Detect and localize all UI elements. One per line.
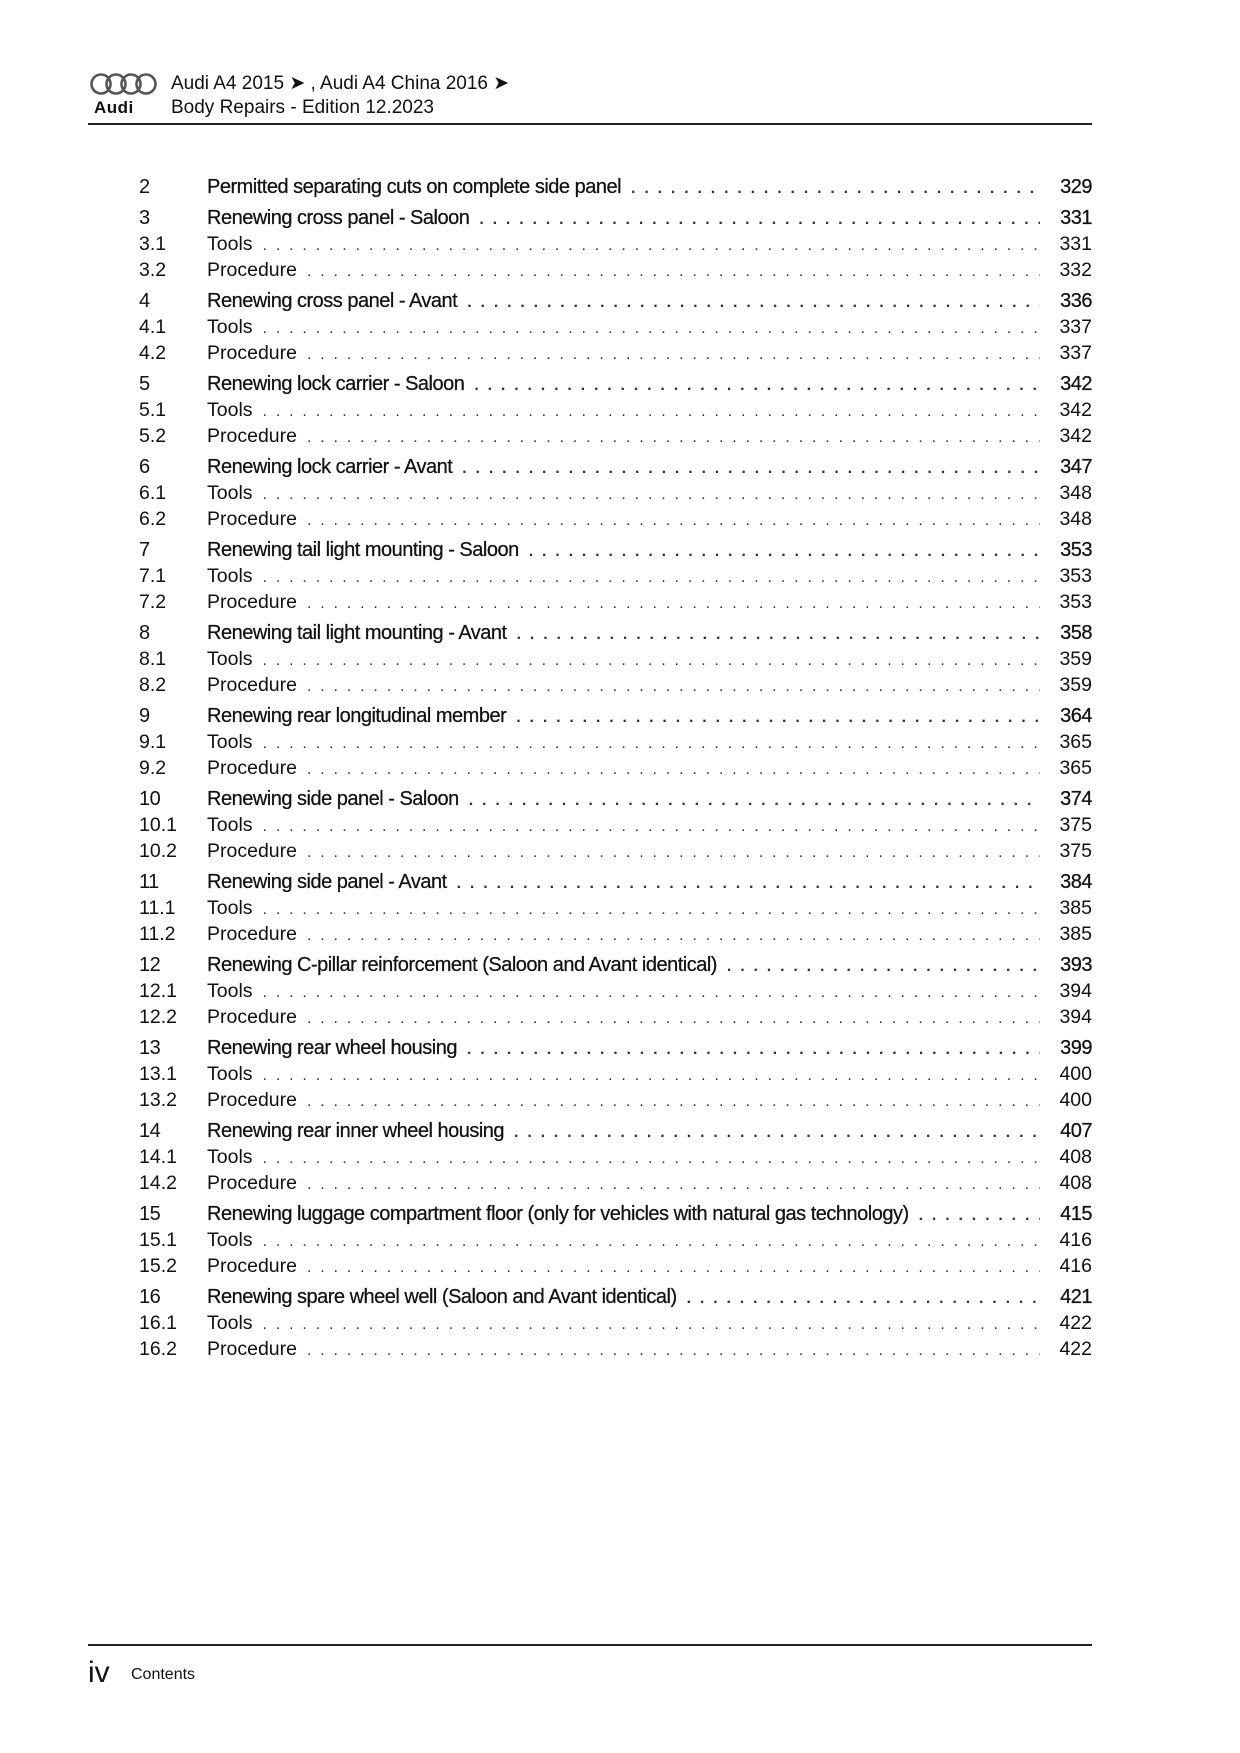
toc-entry-title: Procedure bbox=[207, 923, 297, 945]
toc-subsection-entry[interactable] bbox=[139, 674, 1092, 700]
dot-leader bbox=[307, 1093, 1040, 1111]
dot-leader bbox=[457, 875, 1040, 893]
toc-entry-page: 337 bbox=[1059, 342, 1092, 364]
dot-leader bbox=[263, 569, 1040, 587]
dot-leader bbox=[307, 927, 1040, 945]
toc-subsection-entry[interactable] bbox=[139, 259, 1092, 285]
dot-leader bbox=[631, 180, 1040, 198]
toc-entry-number: 6.2 bbox=[139, 508, 167, 530]
toc-entry-number: 15 bbox=[139, 1203, 161, 1225]
toc-entry-title: Renewing side panel - Avant bbox=[207, 871, 447, 893]
toc-chapter-entry[interactable] bbox=[139, 1037, 1092, 1063]
toc-entry-title: Renewing rear wheel housing bbox=[207, 1037, 457, 1059]
toc-chapter-entry[interactable] bbox=[139, 871, 1092, 897]
toc-entry-page: 348 bbox=[1059, 482, 1092, 504]
toc-entry-title: Procedure bbox=[207, 259, 297, 281]
toc-subsection-entry[interactable] bbox=[139, 565, 1092, 591]
toc-subsection-entry[interactable] bbox=[139, 1172, 1092, 1198]
toc-entry-page: 342 bbox=[1060, 373, 1092, 395]
toc-entry-title: Permitted separating cuts on complete side panel bbox=[207, 176, 622, 198]
toc-subsection-entry[interactable] bbox=[139, 316, 1092, 342]
toc-subsection-entry[interactable] bbox=[139, 923, 1092, 949]
toc-entry-page: 416 bbox=[1059, 1255, 1092, 1277]
toc-entry-number: 10.1 bbox=[139, 814, 177, 836]
toc-chapter-entry[interactable] bbox=[139, 290, 1092, 316]
toc-chapter-entry[interactable] bbox=[139, 539, 1092, 565]
toc-entry-title: Procedure bbox=[207, 1006, 297, 1028]
toc-entry-page: 399 bbox=[1060, 1037, 1092, 1059]
toc-entry-title: Procedure bbox=[207, 674, 297, 696]
toc-entry-title: Procedure bbox=[207, 757, 297, 779]
dot-leader bbox=[514, 1124, 1040, 1142]
dot-leader bbox=[467, 1041, 1040, 1059]
dot-leader bbox=[467, 294, 1040, 312]
toc-entry-page: 374 bbox=[1060, 788, 1092, 810]
toc-entry-number: 12.1 bbox=[139, 980, 177, 1002]
dot-leader bbox=[307, 1176, 1040, 1194]
dot-leader bbox=[727, 958, 1040, 976]
toc-entry-page: 329 bbox=[1060, 176, 1092, 198]
document-subtitle: Body Repairs - Edition 12.2023 bbox=[171, 97, 434, 118]
toc-subsection-entry[interactable] bbox=[139, 648, 1092, 674]
toc-entry-title: Procedure bbox=[207, 1172, 297, 1194]
toc-entry-number: 5.2 bbox=[139, 425, 167, 447]
toc-subsection-entry[interactable] bbox=[139, 425, 1092, 451]
toc-entry-number: 5 bbox=[139, 373, 150, 395]
toc-entry-title: Tools bbox=[207, 814, 253, 836]
toc-entry-title: Renewing tail light mounting - Saloon bbox=[207, 539, 519, 561]
dot-leader bbox=[263, 403, 1040, 421]
toc-entry-number: 6.1 bbox=[139, 482, 167, 504]
dot-leader bbox=[307, 1259, 1040, 1277]
dot-leader bbox=[307, 678, 1040, 696]
toc-entry-title: Procedure bbox=[207, 508, 297, 530]
toc-entry-page: 365 bbox=[1059, 731, 1092, 753]
dot-leader bbox=[263, 1067, 1040, 1085]
toc-entry-page: 393 bbox=[1060, 954, 1092, 976]
toc-subsection-entry[interactable] bbox=[139, 399, 1092, 425]
dot-leader bbox=[307, 1342, 1040, 1360]
toc-entry-page: 422 bbox=[1059, 1338, 1092, 1360]
dot-leader bbox=[263, 984, 1040, 1002]
toc-entry-number: 15.2 bbox=[139, 1255, 177, 1277]
toc-entry-number: 7.1 bbox=[139, 565, 167, 587]
dot-leader bbox=[263, 1233, 1040, 1251]
page-header bbox=[88, 66, 1092, 124]
dot-leader bbox=[307, 429, 1040, 447]
toc-entry-page: 365 bbox=[1059, 757, 1092, 779]
toc-entry-number: 9.2 bbox=[139, 757, 167, 779]
toc-subsection-entry[interactable] bbox=[139, 731, 1092, 757]
toc-subsection-entry[interactable] bbox=[139, 482, 1092, 508]
toc-entry-title: Tools bbox=[207, 399, 253, 421]
toc-entry-page: 336 bbox=[1060, 290, 1092, 312]
toc-entry-title: Procedure bbox=[207, 425, 297, 447]
toc-entry-number: 3 bbox=[139, 207, 150, 229]
toc-entry-number: 10 bbox=[139, 788, 161, 810]
toc-entry-page: 359 bbox=[1059, 648, 1092, 670]
toc-subsection-entry[interactable] bbox=[139, 1229, 1092, 1255]
toc-entry-page: 331 bbox=[1059, 233, 1092, 255]
dot-leader bbox=[263, 652, 1040, 670]
page-number: iv bbox=[88, 1656, 110, 1689]
toc-entry-number: 13.2 bbox=[139, 1089, 177, 1111]
dot-leader bbox=[479, 211, 1040, 229]
toc-entry-title: Renewing lock carrier - Saloon bbox=[207, 373, 465, 395]
toc-entry-page: 337 bbox=[1059, 316, 1092, 338]
toc-entry-page: 384 bbox=[1060, 871, 1092, 893]
toc-entry-title: Procedure bbox=[207, 1338, 297, 1360]
toc-entry-title: Tools bbox=[207, 980, 253, 1002]
toc-entry-page: 375 bbox=[1059, 814, 1092, 836]
toc-entry-number: 3.1 bbox=[139, 233, 167, 255]
toc-entry-page: 400 bbox=[1059, 1089, 1092, 1111]
dot-leader bbox=[263, 1150, 1040, 1168]
toc-subsection-entry[interactable] bbox=[139, 1312, 1092, 1338]
toc-entry-page: 331 bbox=[1060, 207, 1092, 229]
toc-subsection-entry[interactable] bbox=[139, 814, 1092, 840]
brand-wordmark: Audi bbox=[94, 98, 134, 117]
toc-entry-number: 14 bbox=[139, 1120, 161, 1142]
toc-chapter-entry[interactable] bbox=[139, 788, 1092, 814]
toc-entry-page: 415 bbox=[1060, 1203, 1092, 1225]
toc-entry-title: Renewing rear longitudinal member bbox=[207, 705, 507, 727]
toc-chapter-entry[interactable] bbox=[139, 207, 1092, 233]
toc-entry-title: Renewing C-pillar reinforcement (Saloon and Avant identical) bbox=[207, 954, 717, 976]
toc-entry-title: Procedure bbox=[207, 1255, 297, 1277]
dot-leader bbox=[263, 486, 1040, 504]
toc-entry-title: Tools bbox=[207, 1312, 253, 1334]
toc-entry-number: 5.1 bbox=[139, 399, 167, 421]
dot-leader bbox=[307, 346, 1040, 364]
toc-entry-page: 359 bbox=[1059, 674, 1092, 696]
toc-subsection-entry[interactable] bbox=[139, 1089, 1092, 1115]
toc-entry-number: 11.2 bbox=[139, 923, 176, 945]
dot-leader bbox=[263, 1316, 1040, 1334]
header-divider bbox=[88, 123, 1092, 125]
toc-entry-page: 408 bbox=[1059, 1172, 1092, 1194]
toc-entry-page: 353 bbox=[1059, 591, 1092, 613]
toc-entry-number: 16 bbox=[139, 1286, 161, 1308]
dot-leader bbox=[263, 901, 1040, 919]
toc-entry-title: Renewing lock carrier - Avant bbox=[207, 456, 453, 478]
toc-entry-number: 4.1 bbox=[139, 316, 167, 338]
toc-entry-title: Renewing spare wheel well (Saloon and Avant identical) bbox=[207, 1286, 677, 1308]
dot-leader bbox=[529, 543, 1040, 561]
toc-entry-page: 342 bbox=[1059, 399, 1092, 421]
toc-chapter-entry[interactable] bbox=[139, 1286, 1092, 1312]
toc-entry-title: Renewing cross panel - Saloon bbox=[207, 207, 470, 229]
toc-entry-title: Tools bbox=[207, 731, 253, 753]
toc-entry-title: Tools bbox=[207, 316, 253, 338]
toc-chapter-entry[interactable] bbox=[139, 176, 1092, 202]
toc-entry-title: Procedure bbox=[207, 591, 297, 613]
toc-entry-title: Renewing tail light mounting - Avant bbox=[207, 622, 507, 644]
toc-entry-number: 8.2 bbox=[139, 674, 167, 696]
toc-subsection-entry[interactable] bbox=[139, 342, 1092, 368]
audi-logo bbox=[88, 72, 160, 116]
toc-entry-title: Tools bbox=[207, 482, 253, 504]
dot-leader bbox=[263, 735, 1040, 753]
toc-entry-page: 353 bbox=[1060, 539, 1092, 561]
toc-entry-number: 7 bbox=[139, 539, 150, 561]
dot-leader bbox=[516, 709, 1040, 727]
footer-divider bbox=[88, 1644, 1092, 1646]
toc-entry-number: 11 bbox=[139, 871, 159, 893]
toc-subsection-entry[interactable] bbox=[139, 1146, 1092, 1172]
toc-entry-title: Renewing rear inner wheel housing bbox=[207, 1120, 505, 1142]
toc-entry-page: 364 bbox=[1060, 705, 1092, 727]
toc-entry-number: 9.1 bbox=[139, 731, 167, 753]
dot-leader bbox=[474, 377, 1040, 395]
toc-entry-page: 332 bbox=[1059, 259, 1092, 281]
document-vehicle-title: Audi A4 2015 ➤ , Audi A4 China 2016 ➤ bbox=[171, 73, 510, 94]
toc-entry-number: 14.2 bbox=[139, 1172, 177, 1194]
toc-entry-number: 16.1 bbox=[139, 1312, 177, 1334]
toc-entry-page: 416 bbox=[1059, 1229, 1092, 1251]
toc-entry-title: Renewing side panel - Saloon bbox=[207, 788, 459, 810]
dot-leader bbox=[263, 320, 1040, 338]
toc-chapter-entry[interactable] bbox=[139, 1120, 1092, 1146]
toc-entry-title: Procedure bbox=[207, 342, 297, 364]
toc-entry-title: Tools bbox=[207, 1146, 253, 1168]
dot-leader bbox=[687, 1290, 1040, 1308]
toc-chapter-entry[interactable] bbox=[139, 622, 1092, 648]
footer-section-label: Contents bbox=[131, 1666, 196, 1683]
toc-entry-page: 408 bbox=[1059, 1146, 1092, 1168]
toc-entry-number: 8.1 bbox=[139, 648, 167, 670]
toc-entry-page: 348 bbox=[1059, 508, 1092, 530]
toc-entry-title: Renewing luggage compartment floor (only for vehicles with natural gas technology) bbox=[207, 1203, 909, 1225]
toc-entry-number: 4 bbox=[139, 290, 150, 312]
dot-leader bbox=[263, 818, 1040, 836]
toc-entry-title: Tools bbox=[207, 233, 253, 255]
toc-entry-number: 10.2 bbox=[139, 840, 177, 862]
dot-leader bbox=[462, 460, 1040, 478]
toc-subsection-entry[interactable] bbox=[139, 1006, 1092, 1032]
dot-leader bbox=[307, 263, 1040, 281]
toc-entry-number: 14.1 bbox=[139, 1146, 177, 1168]
dot-leader bbox=[469, 792, 1040, 810]
toc-entry-number: 12.2 bbox=[139, 1006, 177, 1028]
toc-chapter-entry[interactable] bbox=[139, 373, 1092, 399]
toc-entry-title: Procedure bbox=[207, 840, 297, 862]
dot-leader bbox=[263, 237, 1040, 255]
toc-entry-page: 422 bbox=[1059, 1312, 1092, 1334]
toc-subsection-entry[interactable] bbox=[139, 840, 1092, 866]
toc-entry-number: 15.1 bbox=[139, 1229, 177, 1251]
toc-entry-title: Procedure bbox=[207, 1089, 297, 1111]
toc-entry-title: Tools bbox=[207, 648, 253, 670]
toc-entry-title: Tools bbox=[207, 1229, 253, 1251]
dot-leader bbox=[517, 626, 1040, 644]
toc-chapter-entry[interactable] bbox=[139, 1203, 1092, 1229]
toc-entry-page: 358 bbox=[1060, 622, 1092, 644]
dot-leader bbox=[307, 844, 1040, 862]
toc-entry-page: 353 bbox=[1059, 565, 1092, 587]
toc-entry-page: 407 bbox=[1060, 1120, 1092, 1142]
toc-entry-number: 3.2 bbox=[139, 259, 167, 281]
toc-subsection-entry[interactable] bbox=[139, 591, 1092, 617]
toc-subsection-entry[interactable] bbox=[139, 1255, 1092, 1281]
dot-leader bbox=[307, 595, 1040, 613]
toc-entry-number: 7.2 bbox=[139, 591, 167, 613]
toc-entry-title: Renewing cross panel - Avant bbox=[207, 290, 458, 312]
toc-subsection-entry[interactable] bbox=[139, 1063, 1092, 1089]
toc-entry-page: 421 bbox=[1060, 1286, 1092, 1308]
toc-entry-title: Tools bbox=[207, 1063, 253, 1085]
toc-subsection-entry[interactable] bbox=[139, 757, 1092, 783]
dot-leader bbox=[919, 1207, 1040, 1225]
toc-entry-page: 385 bbox=[1059, 923, 1092, 945]
toc-chapter-entry[interactable] bbox=[139, 954, 1092, 980]
toc-entry-page: 347 bbox=[1060, 456, 1092, 478]
table-of-contents bbox=[139, 176, 1092, 1364]
toc-subsection-entry[interactable] bbox=[139, 233, 1092, 259]
toc-entry-number: 2 bbox=[139, 176, 150, 198]
toc-entry-number: 6 bbox=[139, 456, 150, 478]
toc-entry-number: 13.1 bbox=[139, 1063, 177, 1085]
dot-leader bbox=[307, 761, 1040, 779]
toc-subsection-entry[interactable] bbox=[139, 508, 1092, 534]
toc-entry-number: 11.1 bbox=[139, 897, 176, 919]
toc-subsection-entry[interactable] bbox=[139, 897, 1092, 923]
toc-entry-page: 394 bbox=[1059, 980, 1092, 1002]
dot-leader bbox=[307, 512, 1040, 530]
toc-entry-page: 342 bbox=[1059, 425, 1092, 447]
toc-subsection-entry[interactable] bbox=[139, 980, 1092, 1006]
toc-entry-number: 9 bbox=[139, 705, 150, 727]
toc-entry-page: 394 bbox=[1059, 1006, 1092, 1028]
toc-chapter-entry[interactable] bbox=[139, 456, 1092, 482]
toc-subsection-entry[interactable] bbox=[139, 1338, 1092, 1364]
toc-entry-number: 4.2 bbox=[139, 342, 167, 364]
toc-chapter-entry[interactable] bbox=[139, 705, 1092, 731]
toc-entry-page: 400 bbox=[1059, 1063, 1092, 1085]
toc-entry-number: 13 bbox=[139, 1037, 161, 1059]
audi-four-rings-icon bbox=[90, 72, 160, 96]
toc-entry-number: 16.2 bbox=[139, 1338, 177, 1360]
toc-entry-page: 375 bbox=[1059, 840, 1092, 862]
toc-entry-title: Tools bbox=[207, 897, 253, 919]
toc-entry-number: 12 bbox=[139, 954, 161, 976]
toc-entry-number: 8 bbox=[139, 622, 150, 644]
toc-entry-title: Tools bbox=[207, 565, 253, 587]
dot-leader bbox=[307, 1010, 1040, 1028]
toc-entry-page: 385 bbox=[1059, 897, 1092, 919]
